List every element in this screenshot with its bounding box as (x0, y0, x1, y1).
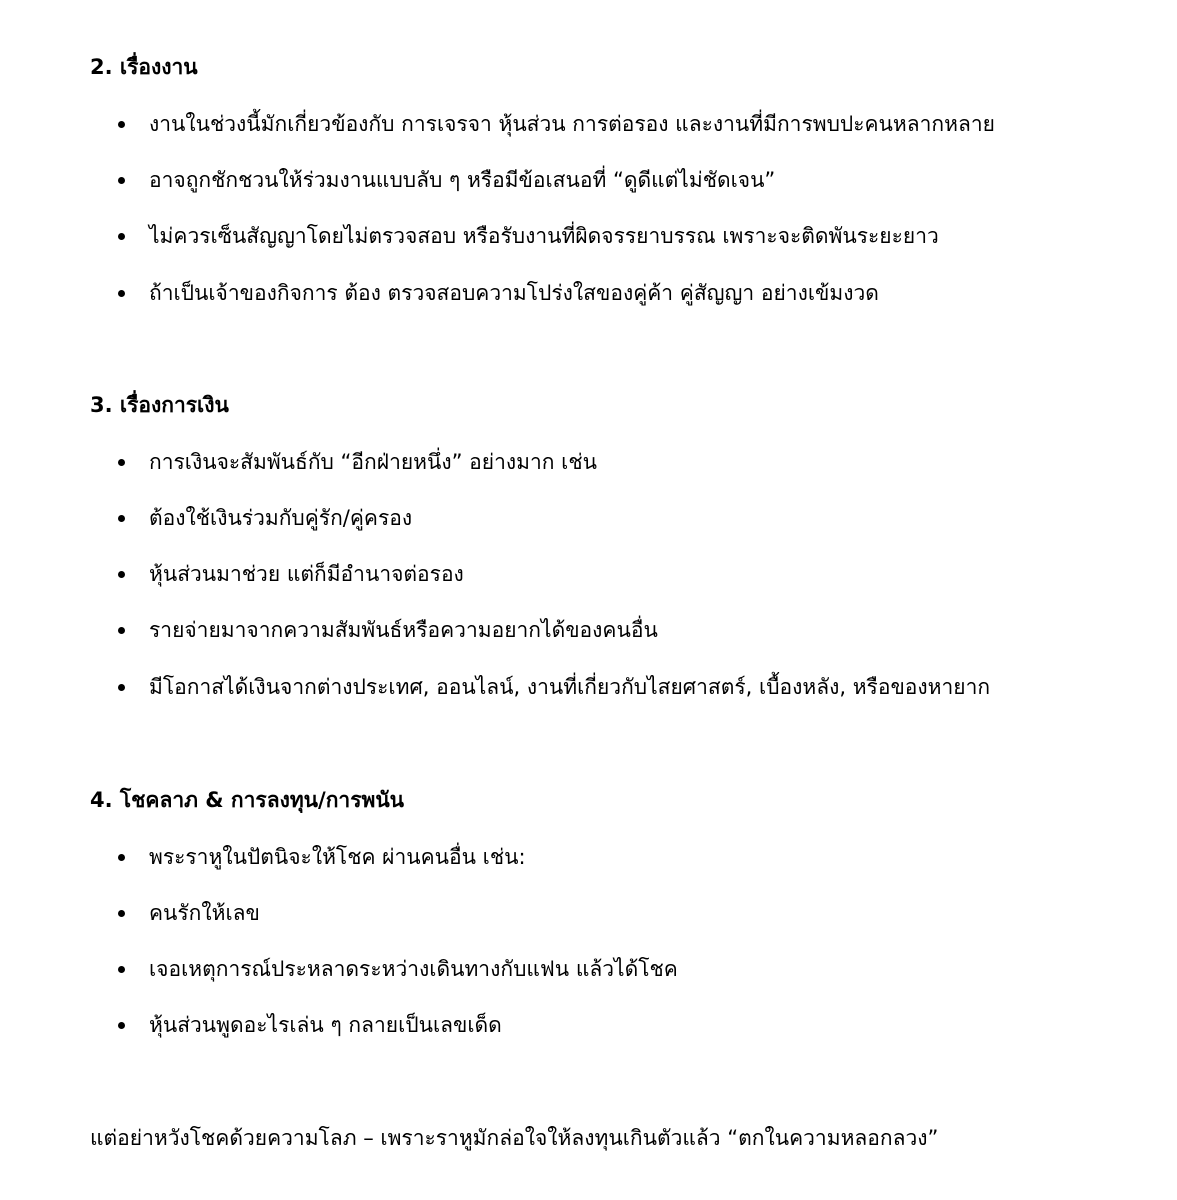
list-item-text: คนรักให้เลข (149, 901, 260, 925)
closing-paragraph: แต่อย่าหวังโชคด้วยความโลภ – เพราะราหูมักล่อใจให้ลงทุนเกินตัวแล้ว “ตกในความหลอกลวง” (90, 1126, 939, 1150)
bullet-icon (118, 684, 125, 691)
bullet-icon (118, 910, 125, 917)
bullet-icon (118, 515, 125, 522)
list-item-text: อาจถูกชักชวนให้ร่วมงานแบบลับ ๆ หรือมีข้อเสนอที่ “ดูดีแต่ไม่ชัดเจน” (149, 168, 776, 192)
bullet-icon (118, 121, 125, 128)
bullet-icon (118, 571, 125, 578)
list-item-text: พระราหูในปัตนิจะให้โชค ผ่านคนอื่น เช่น: (149, 845, 526, 869)
bullet-icon (118, 290, 125, 297)
section-heading-work: 2. เรื่องงาน (90, 55, 198, 79)
section-heading-finance: 3. เรื่องการเงิน (90, 393, 229, 417)
bullet-icon (118, 233, 125, 240)
list-item-text: การเงินจะสัมพันธ์กับ “อีกฝ่ายหนึ่ง” อย่างมาก เช่น (149, 450, 597, 474)
section-heading-luck: 4. โชคลาภ & การลงทุน/การพนัน (90, 788, 405, 812)
list-item-text: หุ้นส่วนพูดอะไรเล่น ๆ กลายเป็นเลขเด็ด (149, 1013, 502, 1037)
list-item-text: ไม่ควรเซ็นสัญญาโดยไม่ตรวจสอบ หรือรับงานที่ผิดจรรยาบรรณ เพราะจะติดพันระยะยาว (149, 224, 939, 248)
bullet-icon (118, 627, 125, 634)
bullet-icon (118, 177, 125, 184)
list-item-text: มีโอกาสได้เงินจากต่างประเทศ, ออนไลน์, งานที่เกี่ยวกับไสยศาสตร์, เบื้องหลัง, หรือของหายาก (149, 675, 991, 699)
bullet-icon (118, 459, 125, 466)
list-item-text: เจอเหตุการณ์ประหลาดระหว่างเดินทางกับแฟน แล้วได้โชค (149, 957, 678, 981)
list-item-text: ต้องใช้เงินร่วมกับคู่รัก/คู่ครอง (149, 506, 413, 530)
list-item-text: รายจ่ายมาจากความสัมพันธ์หรือความอยากได้ของคนอื่น (149, 618, 658, 642)
bullet-icon (118, 854, 125, 861)
list-item-text: ถ้าเป็นเจ้าของกิจการ ต้อง ตรวจสอบความโปร่งใสของคู่ค้า คู่สัญญา อย่างเข้มงวด (149, 281, 879, 305)
bullet-icon (118, 1022, 125, 1029)
list-item-text: หุ้นส่วนมาช่วย แต่ก็มีอำนาจต่อรอง (149, 562, 464, 586)
list-item-text: งานในช่วงนี้มักเกี่ยวข้องกับ การเจรจา หุ้นส่วน การต่อรอง และงานที่มีการพบปะคนหลากหลาย (149, 112, 995, 136)
bullet-icon (118, 966, 125, 973)
